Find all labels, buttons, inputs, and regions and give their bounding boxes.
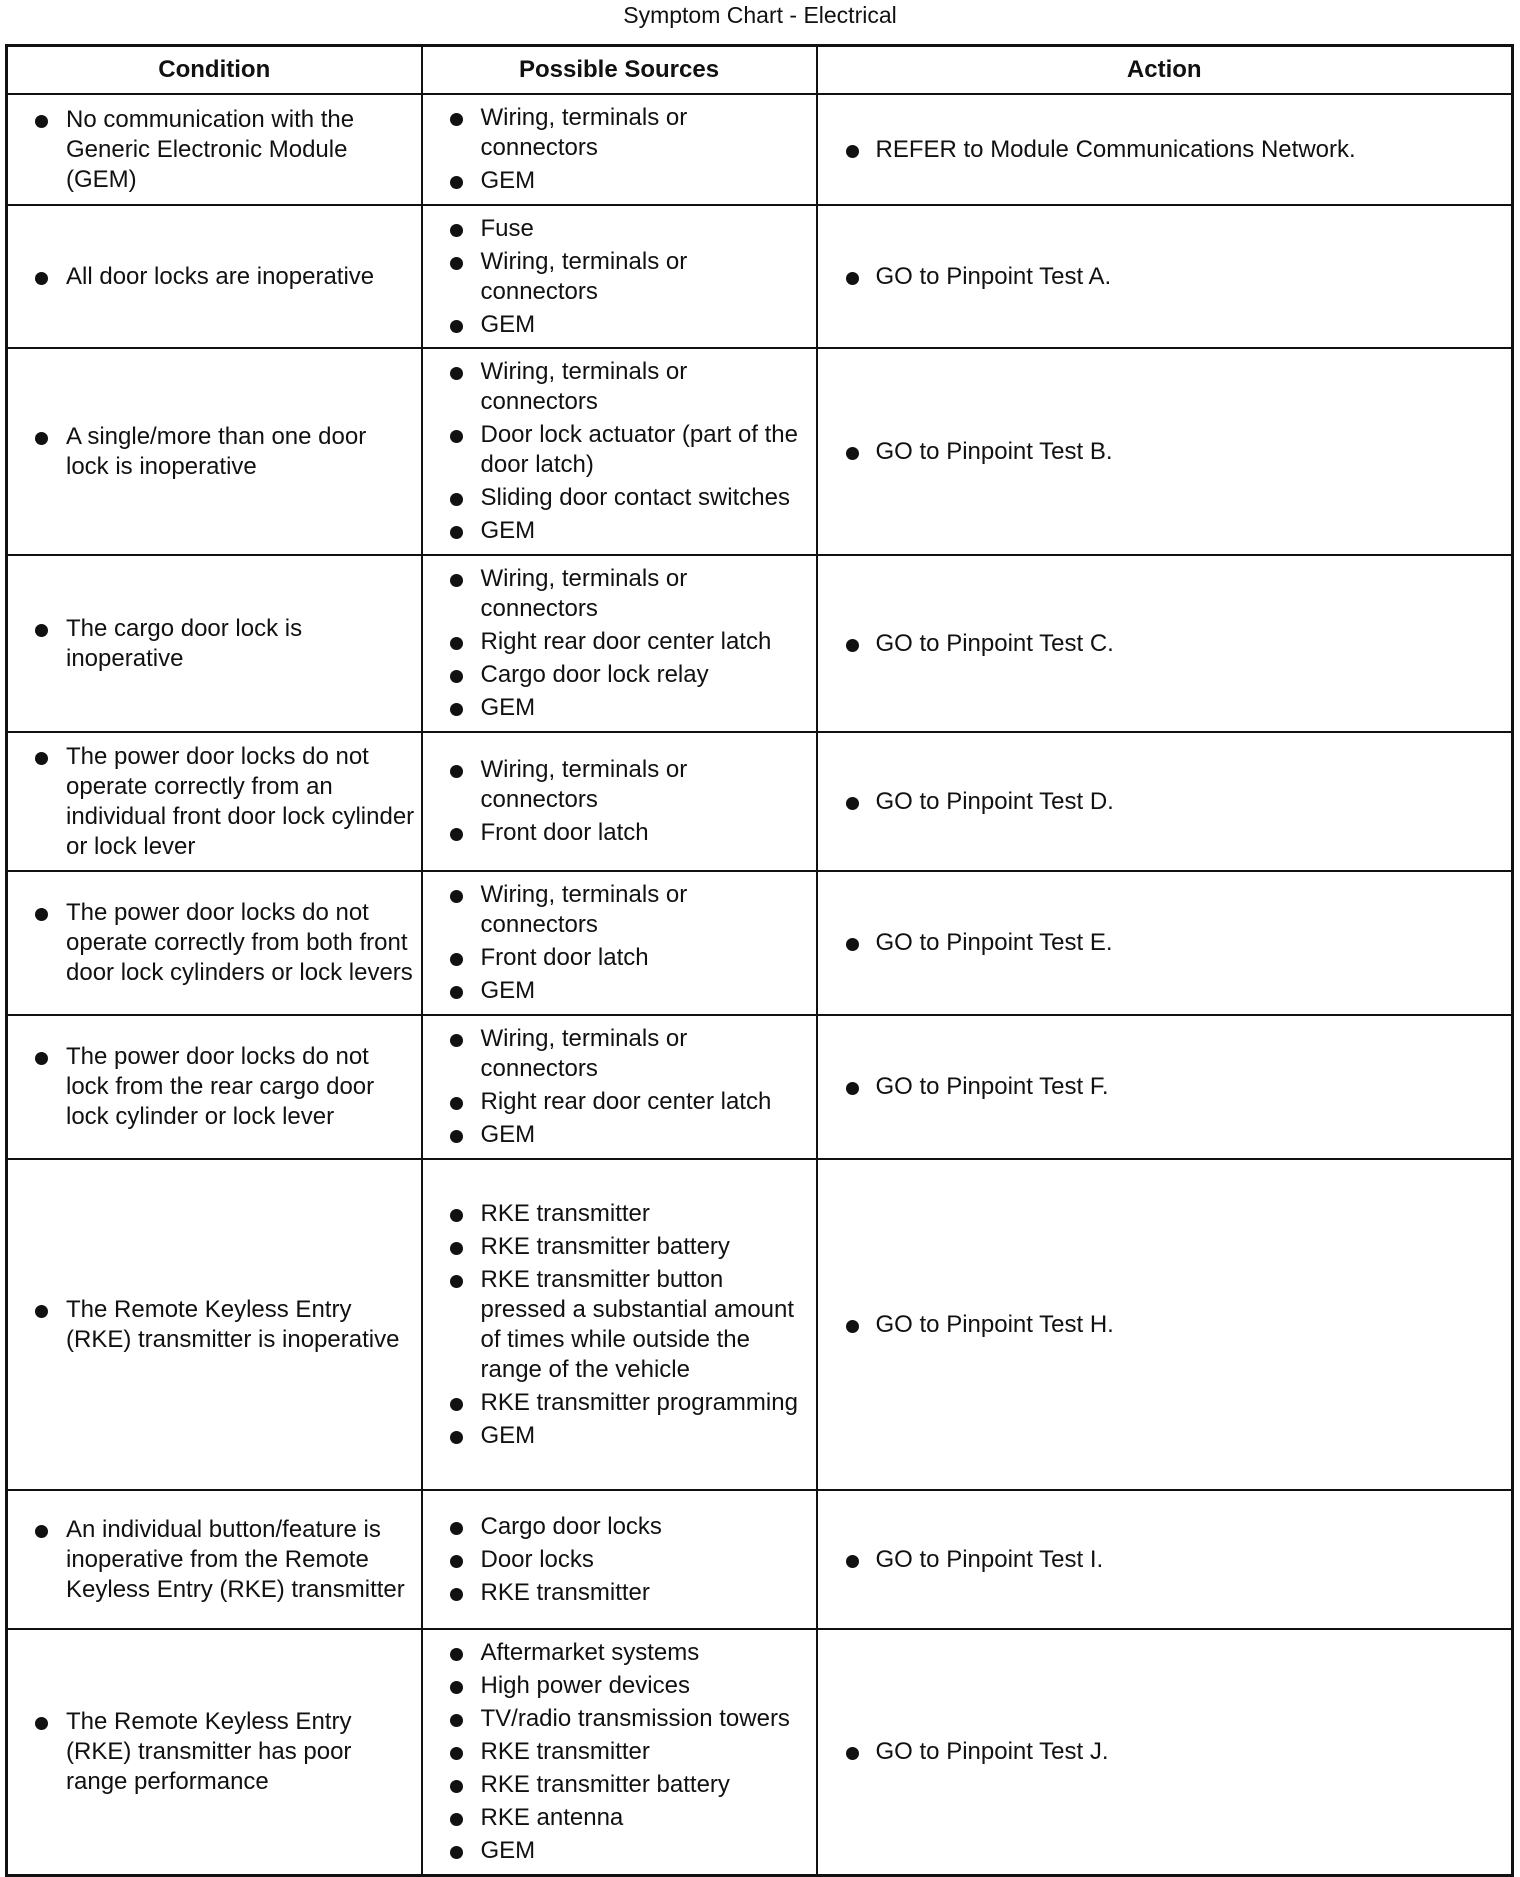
header-possible-sources: Possible Sources	[422, 46, 817, 95]
possible-source-item: RKE transmitter battery	[423, 1232, 816, 1262]
possible-source-item: Front door latch	[423, 818, 816, 848]
possible-source-item: Cargo door locks	[423, 1512, 816, 1542]
action-text: GO to Pinpoint Test J.	[818, 1737, 1512, 1767]
condition-text: The power door locks do not operate correctly from an individual front door lock cylinder or lock lever	[8, 742, 421, 862]
table-row	[7, 348, 1513, 555]
possible-sources-list	[423, 1024, 816, 1150]
condition-text: The power door locks do not lock from the rear cargo door lock cylinder or lock lever	[8, 1042, 421, 1132]
possible-sources-list	[423, 357, 816, 546]
condition-text: The power door locks do not operate correctly from both front door lock cylinders or lock levers	[8, 898, 421, 988]
possible-source-item: GEM	[423, 1120, 816, 1150]
possible-sources-list	[423, 1199, 816, 1451]
condition-cell	[7, 555, 422, 732]
table-body	[7, 94, 1513, 1875]
possible-source-item: Door lock actuator (part of the door latch)	[423, 420, 816, 480]
table-row	[7, 871, 1513, 1015]
possible-source-item: GEM	[423, 516, 816, 546]
possible-source-item: Wiring, terminals or connectors	[423, 564, 816, 624]
possible-source-item: Right rear door center latch	[423, 627, 816, 657]
condition-cell	[7, 1015, 422, 1159]
possible-source-item: Wiring, terminals or connectors	[423, 103, 816, 163]
condition-cell	[7, 1159, 422, 1490]
action-cell	[817, 348, 1513, 555]
possible-source-item: GEM	[423, 1836, 816, 1866]
table-row	[7, 205, 1513, 348]
table-row	[7, 555, 1513, 732]
possible-sources-list	[423, 880, 816, 1006]
action-cell	[817, 1159, 1513, 1490]
possible-sources-cell	[422, 1629, 817, 1875]
condition-cell	[7, 1629, 422, 1875]
possible-source-item: RKE transmitter	[423, 1578, 816, 1608]
possible-source-item: Wiring, terminals or connectors	[423, 357, 816, 417]
action-text: GO to Pinpoint Test I.	[818, 1545, 1512, 1575]
possible-source-item: RKE transmitter battery	[423, 1770, 816, 1800]
possible-source-item: Right rear door center latch	[423, 1087, 816, 1117]
possible-source-item: RKE transmitter programming	[423, 1388, 816, 1418]
possible-source-item: GEM	[423, 1421, 816, 1451]
possible-sources-list	[423, 1638, 816, 1866]
action-text: GO to Pinpoint Test E.	[818, 928, 1512, 958]
action-text: GO to Pinpoint Test F.	[818, 1072, 1512, 1102]
possible-sources-list	[423, 1512, 816, 1608]
condition-text: An individual button/feature is inoperative from the Remote Keyless Entry (RKE) transmitter	[8, 1515, 421, 1605]
possible-sources-list	[423, 755, 816, 848]
possible-sources-cell	[422, 1490, 817, 1629]
action-text: GO to Pinpoint Test A.	[818, 262, 1512, 292]
possible-sources-cell	[422, 732, 817, 871]
action-text: GO to Pinpoint Test H.	[818, 1310, 1512, 1340]
table-row	[7, 1159, 1513, 1490]
possible-source-item: GEM	[423, 693, 816, 723]
possible-sources-cell	[422, 348, 817, 555]
action-text: GO to Pinpoint Test D.	[818, 787, 1512, 817]
condition-text: A single/more than one door lock is inoperative	[8, 422, 421, 482]
action-cell	[817, 205, 1513, 348]
table-header-row	[7, 46, 1513, 95]
action-text: REFER to Module Communications Network.	[818, 135, 1512, 165]
action-cell	[817, 1490, 1513, 1629]
action-cell	[817, 1015, 1513, 1159]
action-cell	[817, 871, 1513, 1015]
possible-source-item: Wiring, terminals or connectors	[423, 755, 816, 815]
possible-sources-cell	[422, 1015, 817, 1159]
possible-source-item: Wiring, terminals or connectors	[423, 1024, 816, 1084]
possible-source-item: Fuse	[423, 214, 816, 244]
table-row	[7, 94, 1513, 205]
action-cell	[817, 555, 1513, 732]
possible-source-item: Sliding door contact switches	[423, 483, 816, 513]
possible-source-item: TV/radio transmission towers	[423, 1704, 816, 1734]
possible-sources-cell	[422, 871, 817, 1015]
action-cell	[817, 94, 1513, 205]
header-action: Action	[817, 46, 1513, 95]
condition-text: No communication with the Generic Electronic Module (GEM)	[8, 105, 421, 195]
possible-source-item: Wiring, terminals or connectors	[423, 880, 816, 940]
possible-sources-list	[423, 564, 816, 723]
table-row	[7, 1490, 1513, 1629]
action-text: GO to Pinpoint Test C.	[818, 629, 1512, 659]
possible-source-item: Aftermarket systems	[423, 1638, 816, 1668]
action-cell	[817, 1629, 1513, 1875]
condition-cell	[7, 1490, 422, 1629]
possible-sources-cell	[422, 205, 817, 348]
condition-text: The Remote Keyless Entry (RKE) transmitter has poor range performance	[8, 1707, 421, 1797]
possible-source-item: RKE transmitter	[423, 1199, 816, 1229]
symptom-chart-table	[5, 44, 1514, 1877]
condition-text: The Remote Keyless Entry (RKE) transmitter is inoperative	[8, 1295, 421, 1355]
possible-source-item: Cargo door lock relay	[423, 660, 816, 690]
possible-source-item: RKE antenna	[423, 1803, 816, 1833]
possible-sources-cell	[422, 94, 817, 205]
table-row	[7, 732, 1513, 871]
possible-source-item: High power devices	[423, 1671, 816, 1701]
possible-source-item: Wiring, terminals or connectors	[423, 247, 816, 307]
possible-sources-cell	[422, 1159, 817, 1490]
header-condition: Condition	[7, 46, 422, 95]
possible-source-item: Door locks	[423, 1545, 816, 1575]
possible-source-item: GEM	[423, 310, 816, 340]
possible-source-item: RKE transmitter button pressed a substantial amount of times while outside the range of the vehicle	[423, 1265, 816, 1385]
possible-source-item: GEM	[423, 976, 816, 1006]
table-row	[7, 1015, 1513, 1159]
condition-cell	[7, 205, 422, 348]
condition-cell	[7, 348, 422, 555]
condition-text: The cargo door lock is inoperative	[8, 614, 421, 674]
possible-sources-list	[423, 214, 816, 340]
action-text: GO to Pinpoint Test B.	[818, 437, 1512, 467]
condition-cell	[7, 94, 422, 205]
table-row	[7, 1629, 1513, 1875]
possible-source-item: RKE transmitter	[423, 1737, 816, 1767]
possible-source-item: Front door latch	[423, 943, 816, 973]
possible-sources-list	[423, 103, 816, 196]
condition-cell	[7, 732, 422, 871]
possible-sources-cell	[422, 555, 817, 732]
possible-source-item: GEM	[423, 166, 816, 196]
action-cell	[817, 732, 1513, 871]
page-title: Symptom Chart - Electrical	[623, 2, 897, 28]
condition-text: All door locks are inoperative	[8, 262, 421, 292]
condition-cell	[7, 871, 422, 1015]
